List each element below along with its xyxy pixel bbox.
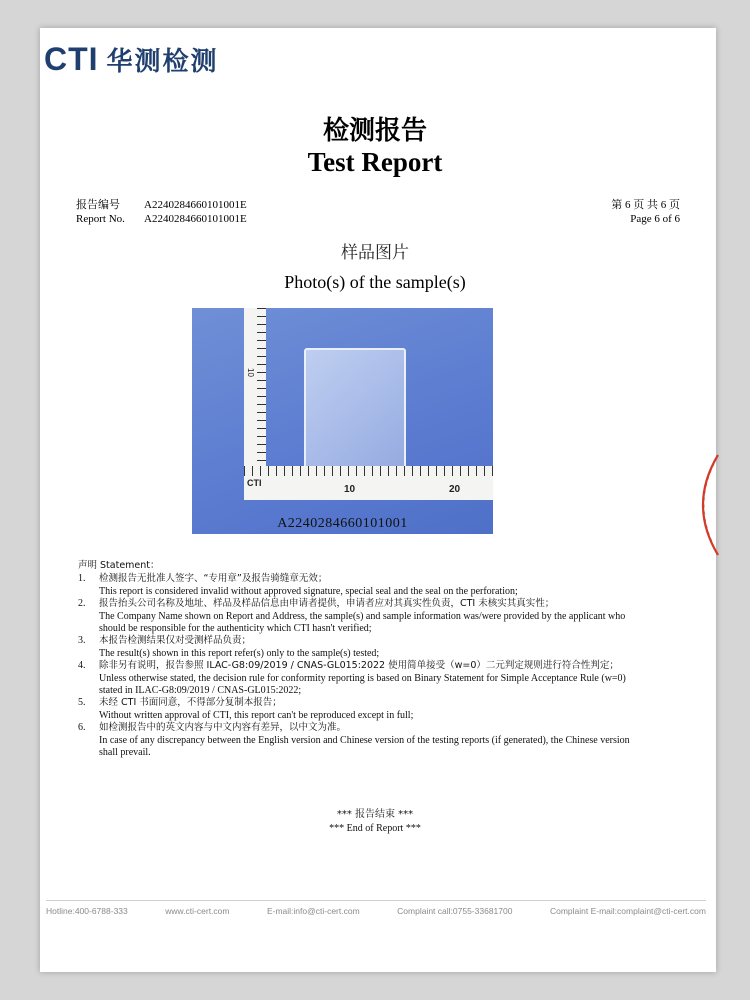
statement-block [78, 560, 638, 760]
footer-hotline: Hotline:400-6788-333 [46, 906, 128, 916]
report-number-label-en: Report No. [76, 213, 125, 225]
page-number-en: Page 6 of 6 [630, 213, 680, 225]
end-of-report [0, 808, 750, 836]
end-of-report-cn: *** 报告结束 *** [336, 809, 414, 820]
ruler-horizontal [244, 466, 493, 500]
statement-item: 4. 除非另有说明，报告参照 ILAC-G8:09/2019 / CNAS-GL015:2022 使用简单接受（w=0）二元判定规则进行符合性判定； Unless otherwise stated, the decision rule for conformity reporting is based on Binary Statement for Simple Acceptance Rule (w=0) stated in ILAC-G8:09/2019 / CNAS-GL015:2022; [78, 660, 626, 697]
statement-item: 1. 检测报告无批准人签字、“专用章”及报告骑缝章无效； This report is considered invalid without approved signature, special seal and the seal on the perforation; [78, 573, 518, 597]
ruler-mark-10: 10 [344, 484, 356, 495]
statement-heading: 声明 Statement： [78, 560, 160, 571]
footer-website[interactable]: www.cti-cert.com [165, 906, 230, 916]
statement-item: 2. 报告抬头公司名称及地址、样品及样品信息由申请者提供，申请者应对其真实性负责，CTI 未核实其真实性； The Company Name shown on Report and Address, the sample(s) and sample information was/were provided by the applicant who should be responsible for the authenticity which CTI hasn't verified; [78, 598, 626, 635]
logo-chinese: 华测检测 [106, 46, 219, 77]
page-number-cn: 第 6 页 共 6 页 [611, 199, 680, 211]
page-number-block [611, 198, 680, 226]
title-english: Test Report [307, 147, 443, 177]
ruler-v-mark: 10 [245, 368, 255, 377]
footer-email[interactable]: E-mail:info@cti-cert.com [266, 906, 360, 916]
report-number-block [76, 198, 247, 226]
report-number-label-cn: 报告编号 [76, 199, 120, 211]
report-number-cn: A2240284660101001E [144, 199, 247, 211]
report-number-en: A2240284660101001E [144, 213, 247, 225]
footer-divider [46, 900, 706, 901]
sample-id-label: A2240284660101001 [277, 516, 408, 531]
end-of-report-en: *** End of Report *** [329, 823, 421, 834]
sample-photo [192, 308, 493, 534]
ruler-brand: CTI [247, 478, 262, 488]
ruler-mark-20: 20 [449, 484, 461, 495]
sample-acrylic-box [304, 348, 406, 472]
footer [46, 906, 706, 916]
statement-item: 6. 如检测报告中的英文内容与中文内容有差异，以中文为准。 In case of any discrepancy between the English version and Chinese version of the testing reports (if generated), the Chinese version shall prevail. [78, 722, 630, 759]
statement-item: 3. 本报告检测结果仅对受测样品负责； The result(s) shown in this report refer(s) only to the sample(s) tested; [78, 635, 380, 659]
section-title-cn: 样品图片 [341, 243, 409, 263]
title-chinese: 检测报告 [322, 116, 427, 146]
perforation-seal-stamp [680, 450, 720, 560]
footer-complaint-call: Complaint call:0755-33681700 [397, 906, 513, 916]
logo-latin: CTI [44, 40, 99, 77]
statement-item: 5. 未经 CTI 书面同意，不得部分复制本报告； Without written approval of CTI, this report can't be reproduced except in full; [78, 697, 414, 721]
cti-logo [44, 42, 219, 76]
footer-complaint-email[interactable]: Complaint E-mail:complaint@cti-cert.com [549, 906, 706, 916]
section-title-en: Photo(s) of the sample(s) [284, 272, 466, 292]
ruler-vertical [244, 308, 266, 478]
